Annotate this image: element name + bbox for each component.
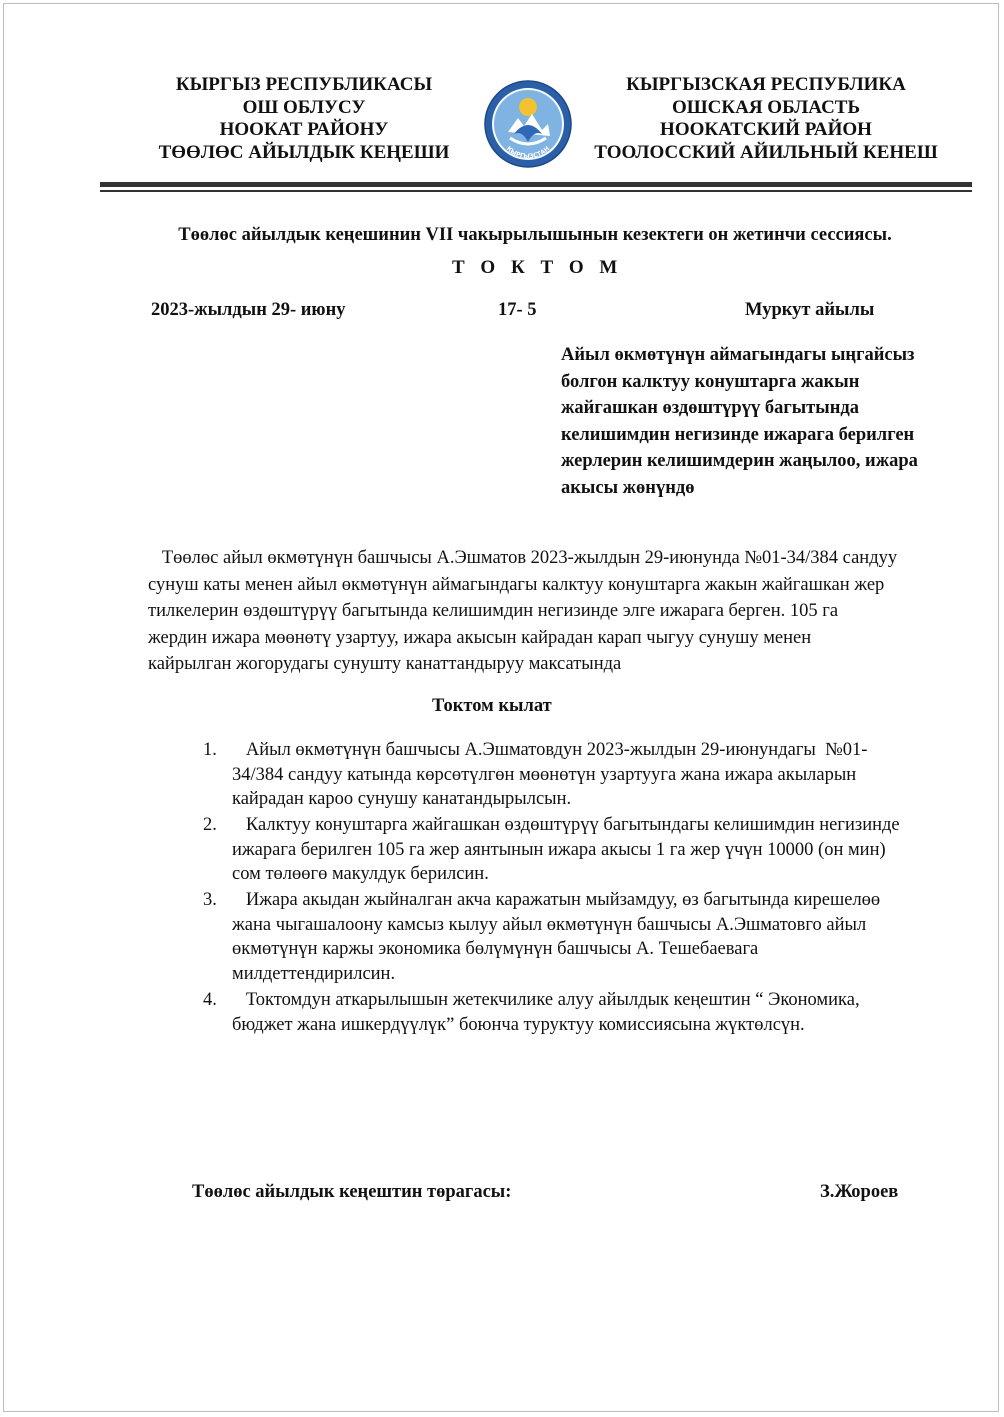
list-item (203, 813, 973, 887)
header-right-line: НООКАТСКИЙ РАЙОН (660, 119, 872, 140)
header-right-line: ТООЛОССКИЙ АЙИЛЬНЫЙ КЕНЕШ (594, 141, 938, 163)
subject-block (561, 342, 971, 501)
preamble-line: тилкелерин өздөштүрүү багытында келишимдин негизинде элге ижарага берген. 105 га (148, 601, 839, 621)
document-date: 2023-жылдын 29- июну (151, 300, 346, 320)
list-item-line: жана чыгашалоону камсыз кылуу айыл өкмөтүнүн башчысы А.Эшматовго айыл (232, 914, 867, 935)
list-item-text (232, 888, 880, 986)
subject-line: келишимдин негизинде ижарага берилген (561, 424, 915, 445)
preamble-line: сунуш каты менен айыл өкмөтүнүн аймагындагы калктуу конуштарга жакын жайгашкан жер (148, 574, 885, 595)
list-item-line: сом төлөөгө макулдук берилсин. (232, 864, 489, 884)
list-item (203, 888, 973, 986)
list-item-number: 4. (203, 990, 217, 1010)
emblem-text-path: КЫРГЫЗСТАН (505, 145, 551, 161)
subject-line: акысы жөнүндө (561, 477, 695, 498)
list-item (203, 738, 973, 812)
list-item-line: ижарага берилген 105 га жер аянтынын ижара акысы 1 га жер үчүн 10000 (он мин) (232, 839, 886, 860)
header-left-line: КЫРГЫЗ РЕСПУБЛИКАСЫ (175, 74, 433, 95)
header-left-line: ТӨӨЛӨС АЙЫЛДЫК КЕҢЕШИ (158, 141, 450, 163)
header-right-line: КЫРГЫЗСКАЯ РЕСПУБЛИКА (626, 74, 906, 95)
header-right-line: ОШСКАЯ ОБЛАСТЬ (671, 96, 861, 118)
list-item-text (232, 738, 867, 812)
preamble-paragraph (148, 545, 978, 678)
list-item-text (232, 988, 860, 1037)
list-item-line: Токтомдун аткарылышын жетекчилике алуу айылдык кеңештин “ Экономика, (232, 990, 860, 1010)
header-left-line: НООКАТ РАЙОНУ (219, 119, 389, 140)
subject-line: жерлерин келишимдерин жаңылоо, ижара (561, 451, 918, 471)
document-type: Т О К Т О М (452, 257, 623, 278)
list-item-line: кайрадан кароо сунушу канатандырылсын. (232, 789, 572, 809)
header-divider-thick (100, 182, 972, 187)
subject-line: жайгашкан өздөштүрүү багытында (561, 398, 859, 418)
kyrgyz-emblem-icon (484, 80, 572, 168)
subject-line: болгон калктуу конуштарга жакын (561, 371, 860, 392)
signature-name: З.Жороев (820, 1182, 899, 1202)
session-title: Төөлөс айылдык кеңешинин VII чакырылышынын кезектеги он жетинчи сессиясы. (178, 225, 892, 245)
list-item-line: бюджет жана ишкердүүлүк” боюнча туруктуу комиссиясына жүктөлсүн. (232, 1014, 805, 1035)
list-item-line: Айыл өкмөтүнүн башчысы А.Эшматовдун 2023-жылдын 29-июнундагы №01- (232, 740, 868, 760)
list-item (203, 988, 973, 1038)
signature-title: Төөлөс айылдык кеңештин төрагасы: (192, 1182, 512, 1202)
header-right-russian (580, 74, 952, 164)
list-item-number: 2. (203, 815, 217, 835)
header-divider-thin (100, 190, 972, 192)
list-item-number: 1. (203, 740, 217, 760)
list-item-line: милдеттендирилсин. (232, 963, 396, 984)
list-item-line: өкмөтүнүн каржы экономика бөлүмүнүн башчысы А. Тешебаевага (232, 939, 759, 959)
preamble-line: жердин ижара мөөнөтү узартуу, ижара акысын кайрадан карап чыгуу сунушу менен (148, 627, 812, 648)
list-item-line: Калктуу конуштарга жайгашкан өздөштүрүү багытындагы келишимдин негизинде (232, 815, 900, 835)
header-left-kyrgyz (146, 74, 462, 164)
list-item-text (232, 813, 900, 887)
document-number: 17- 5 (498, 300, 537, 320)
list-item-line: Ижара акыдан жыйналган акча каражатын мыйзамдуу, өз багытында кирешелөө (232, 890, 881, 910)
list-item-line: 34/384 сандуу катында көрсөтүлгөн мөөнөтүн узартууга жана ижара акыларын (232, 764, 857, 785)
document-place: Муркут айылы (745, 300, 875, 320)
header-left-line: ОШ ОБЛУСУ (242, 96, 366, 118)
subject-line: Айыл өкмөтүнүн аймагындагы ыңгайсыз (561, 345, 915, 365)
list-item-number: 3. (203, 890, 217, 910)
preamble-line: Төөлөс айыл өкмөтүнүн башчысы А.Эшматов 2023-жылдын 29-июнунда №01-34/384 сандуу (148, 548, 898, 568)
resolves-heading: Токтом кылат (432, 696, 552, 716)
preamble-line: кайрылган жогорудагы сунушту канаттандыруу максатында (148, 654, 622, 674)
